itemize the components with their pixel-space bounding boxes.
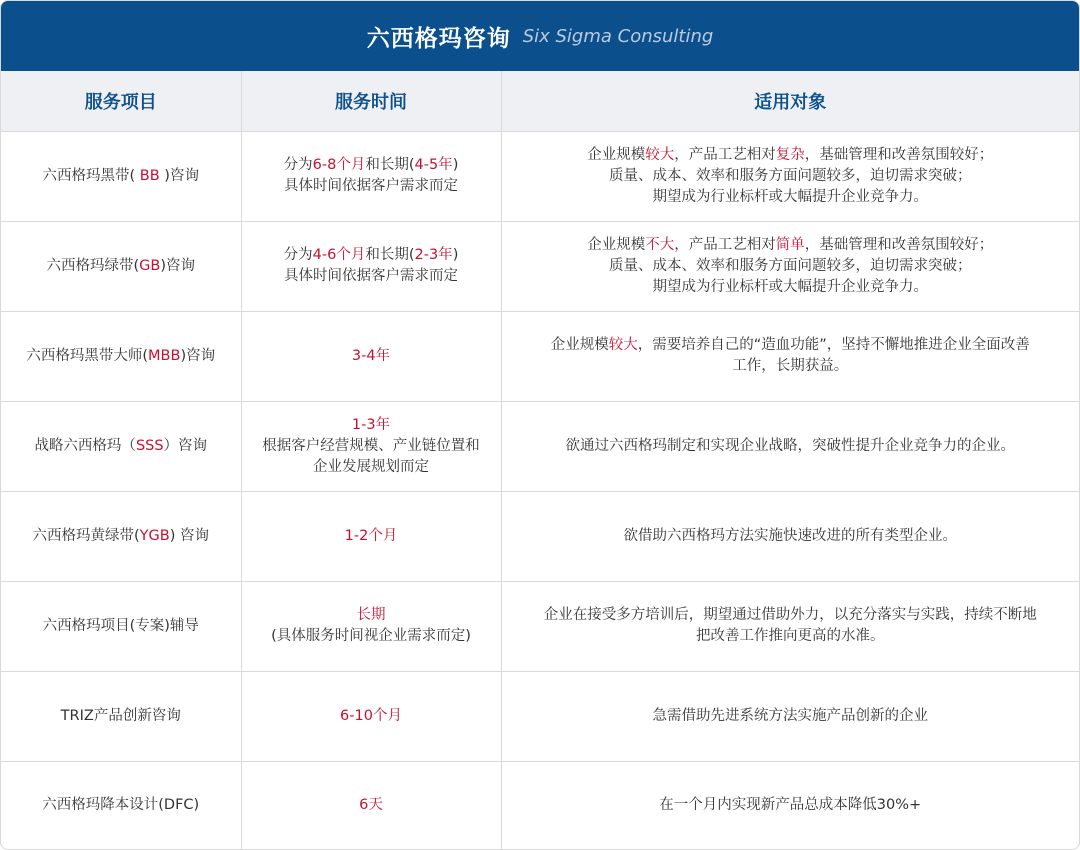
service-time-highlight: 1-2个月	[344, 527, 398, 544]
service-time-highlight: 长期	[356, 607, 386, 623]
service-time-line	[256, 266, 487, 287]
target-client-text: 企业规模	[550, 337, 609, 353]
target-client-line	[516, 605, 1066, 626]
target-client-text: 企业规模	[587, 146, 646, 163]
target-client-text: 质量、成本、效率和服务方面问题较多，迫切需求突破；	[609, 257, 972, 274]
service-time-line	[256, 457, 487, 478]
service-item-text: )咨询	[160, 257, 196, 274]
target-client-cell	[501, 671, 1079, 761]
page-subtitle: Six Sigma Consulting	[522, 25, 714, 47]
target-client-line	[516, 626, 1066, 647]
service-time-line	[256, 605, 487, 626]
service-item-text: 战略六西格玛（	[34, 437, 136, 454]
service-item-cell	[1, 221, 241, 311]
service-item-cell	[1, 401, 241, 491]
table-row	[1, 311, 1079, 401]
target-client-text: 欲借助六西格玛方法实施快速改进的所有类型企业。	[623, 527, 957, 544]
page-title: 六西格玛咨询	[366, 25, 511, 52]
services-table	[1, 71, 1079, 850]
service-item-text: )咨询	[159, 167, 199, 184]
column-header-target: 适用对象	[501, 71, 1079, 131]
target-client-line	[516, 706, 1066, 727]
target-client-text: 质量、成本、效率和服务方面问题较多，迫切需求突破；	[609, 167, 972, 184]
target-client-line	[516, 795, 1066, 816]
table-body	[1, 131, 1079, 850]
target-client-line	[516, 166, 1066, 187]
service-time-highlight: 6-8个月	[312, 157, 366, 173]
target-client-highlight: 不大	[645, 236, 675, 253]
title-bar	[1, 1, 1079, 71]
target-client-line	[516, 277, 1066, 298]
target-client-text: 期望成为行业标杆或大幅提升企业竞争力。	[652, 278, 928, 295]
target-client-line	[516, 436, 1066, 457]
target-client-text: 在一个月内实现新产品总成本降低30%+	[659, 797, 922, 814]
target-client-text: 把改善工作推向更高的水准。	[696, 628, 885, 644]
column-header-time: 服务时间	[241, 71, 501, 131]
target-client-text: 企业在接受多方培训后，期望通过借助外力，以充分落实与实践，持续不断地	[543, 607, 1037, 623]
target-client-line	[516, 256, 1066, 277]
target-client-text: 工作，长期获益。	[732, 358, 849, 374]
table-row	[1, 761, 1079, 850]
service-item-cell	[1, 671, 241, 761]
target-client-text: 欲通过六西格玛制定和实现企业战略，突破性提升企业竞争力的企业。	[565, 437, 1015, 454]
service-item-cell	[1, 131, 241, 221]
column-header-item: 服务项目	[1, 71, 241, 131]
service-item-text: ）咨询	[163, 437, 208, 454]
service-item-text: 六西格玛黑带(	[42, 167, 140, 184]
target-client-line	[516, 526, 1066, 547]
service-item-highlight: SSS	[135, 437, 164, 454]
target-client-cell	[501, 311, 1079, 401]
service-time-text: 根据客户经营规模、产业链位置和	[262, 437, 480, 454]
service-item-highlight: YGB	[139, 527, 170, 544]
target-client-text: 期望成为行业标杆或大幅提升企业竞争力。	[652, 188, 928, 205]
target-client-line	[516, 235, 1066, 256]
target-client-line	[516, 335, 1066, 356]
service-time-line	[256, 436, 487, 457]
target-client-text: 急需借助先进系统方法实施产品创新的企业	[652, 707, 928, 724]
service-item-text: 六西格玛绿带(	[46, 257, 140, 274]
target-client-line	[516, 356, 1066, 377]
service-time-highlight: 1-3年	[351, 416, 391, 433]
table-header-row	[1, 71, 1079, 131]
table-row	[1, 671, 1079, 761]
service-item-text: 六西格玛黄绿带(	[32, 527, 140, 544]
service-time-line	[256, 795, 487, 816]
target-client-cell	[501, 491, 1079, 581]
service-time-text: (具体服务时间视企业需求而定)	[271, 628, 471, 644]
table-row	[1, 221, 1079, 311]
service-time-line	[256, 626, 487, 647]
target-client-text: ，产品工艺相对	[674, 236, 776, 253]
service-time-line	[256, 706, 487, 727]
service-item-highlight: GB	[139, 257, 161, 274]
service-time-highlight: 6-10个月	[340, 707, 402, 724]
service-time-cell	[241, 221, 501, 311]
target-client-line	[516, 187, 1066, 208]
service-item-cell	[1, 761, 241, 850]
service-time-line	[256, 176, 487, 197]
service-item-text: 六西格玛黑带大师(	[26, 347, 149, 364]
target-client-cell	[501, 581, 1079, 671]
service-time-cell	[241, 581, 501, 671]
target-client-highlight: 较大	[608, 337, 638, 353]
service-time-line	[256, 415, 487, 436]
service-item-cell	[1, 311, 241, 401]
service-time-highlight: 4-6个月	[312, 247, 366, 263]
target-client-text: ，基础管理和改善氛围较好；	[804, 236, 994, 253]
service-time-cell	[241, 131, 501, 221]
target-client-text: ，产品工艺相对	[674, 146, 776, 163]
service-time-highlight: 3-4年	[351, 347, 391, 364]
target-client-highlight: 简单	[775, 236, 805, 253]
service-time-line	[256, 245, 487, 266]
service-item-text: 六西格玛降本设计(DFC)	[42, 797, 200, 814]
service-time-text: 企业发展规划而定	[313, 458, 429, 475]
target-client-highlight: 复杂	[775, 146, 805, 163]
table-row	[1, 131, 1079, 221]
service-time-text: 分为	[283, 157, 313, 173]
service-item-text: 六西格玛项目(专案)辅导	[42, 617, 199, 634]
service-time-text: 具体时间依据客户需求而定	[284, 178, 458, 194]
target-client-cell	[501, 401, 1079, 491]
service-time-text: )	[452, 157, 459, 173]
service-time-cell	[241, 311, 501, 401]
target-client-text: ，基础管理和改善氛围较好；	[804, 146, 994, 163]
service-time-line	[256, 526, 487, 547]
service-time-text: 和长期(	[365, 247, 415, 263]
target-client-line	[516, 145, 1066, 166]
target-client-cell	[501, 221, 1079, 311]
service-item-cell	[1, 581, 241, 671]
table-row	[1, 401, 1079, 491]
service-time-text: 和长期(	[365, 157, 415, 173]
service-time-highlight: 2-3年	[414, 247, 453, 263]
service-time-text: )	[452, 247, 459, 263]
service-time-text: 分为	[283, 247, 313, 263]
service-item-text: )咨询	[180, 347, 216, 364]
service-time-cell	[241, 401, 501, 491]
service-time-line	[256, 346, 487, 367]
service-time-cell	[241, 671, 501, 761]
service-time-highlight: 4-5年	[414, 157, 453, 173]
target-client-highlight: 较大	[645, 146, 675, 163]
service-item-highlight: MBB	[148, 347, 181, 364]
service-item-text: ) 咨询	[169, 527, 209, 544]
target-client-text: ，需要培养自己的“造血功能”，坚持不懈地推进企业全面改善	[637, 337, 1030, 353]
service-time-text: 具体时间依据客户需求而定	[284, 268, 458, 284]
target-client-cell	[501, 131, 1079, 221]
service-time-cell	[241, 491, 501, 581]
service-time-cell	[241, 761, 501, 850]
table-row	[1, 491, 1079, 581]
service-time-line	[256, 155, 487, 176]
service-item-cell	[1, 491, 241, 581]
table-row	[1, 581, 1079, 671]
service-item-highlight: BB	[139, 167, 160, 184]
target-client-cell	[501, 761, 1079, 850]
target-client-text: 企业规模	[587, 236, 646, 253]
service-item-text: TRIZ产品创新咨询	[60, 707, 181, 724]
service-time-highlight: 6天	[359, 797, 383, 814]
